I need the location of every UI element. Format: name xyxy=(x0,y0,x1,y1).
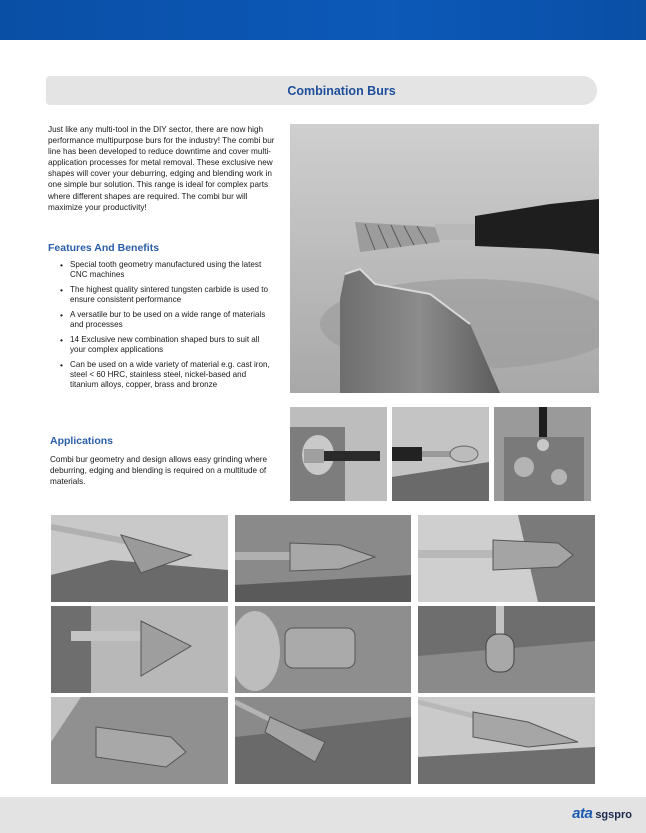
application-photo xyxy=(494,407,591,501)
logo-secondary: sgspro xyxy=(595,809,632,821)
intro-paragraph: Just like any multi-tool in the DIY sector, there are now high performance multipurpose burs for the industry! The combi bur line has been developed to reduce downtime and cover multi-application processes for metal removal. These exclusive new shapes will cover your deburring, edging and blending work in one simple bur solution. This range is ideal for complex parts where different shapes are required. The combi bur will maximize your productivity! xyxy=(48,125,275,212)
applications-paragraph: Combi bur geometry and design allows easy grinding where deburring, edging and blending is required on a multitude of materials. xyxy=(50,455,268,487)
features-heading: Features And Benefits xyxy=(48,242,160,254)
product-photo xyxy=(418,606,595,693)
product-photo xyxy=(51,515,228,602)
applications-heading: Applications xyxy=(50,435,114,447)
application-photo xyxy=(290,407,387,501)
product-photo xyxy=(235,515,411,602)
application-photo xyxy=(392,407,489,501)
hero-photo xyxy=(290,124,599,393)
list-item: • Can be used on a wide variety of material e.g. cast iron, steel < 60 HRC, stainless steel, nickel-based and titanium alloys, copper, brass and bronze xyxy=(58,360,272,391)
list-item: • A versatile bur to be used on a wide range of materials and processes xyxy=(58,310,272,330)
features-list xyxy=(58,260,272,395)
page-title: Combination Burs xyxy=(287,83,396,98)
footer-bar xyxy=(0,797,646,833)
product-photo xyxy=(235,606,411,693)
company-logo xyxy=(572,805,632,825)
product-photo xyxy=(235,697,411,784)
product-photo xyxy=(51,606,228,693)
product-photo xyxy=(418,515,595,602)
title-band xyxy=(46,76,597,105)
list-item: • Special tooth geometry manufactured using the latest CNC machines xyxy=(58,260,272,280)
top-banner xyxy=(0,0,646,40)
list-item: • The highest quality sintered tungsten carbide is used to ensure consistent performance xyxy=(58,285,272,305)
logo-primary: ata xyxy=(572,805,593,822)
list-item: • 14 Exclusive new combination shaped burs to suit all your complex applications xyxy=(58,335,272,355)
product-photo xyxy=(51,697,228,784)
product-photo xyxy=(418,697,595,784)
